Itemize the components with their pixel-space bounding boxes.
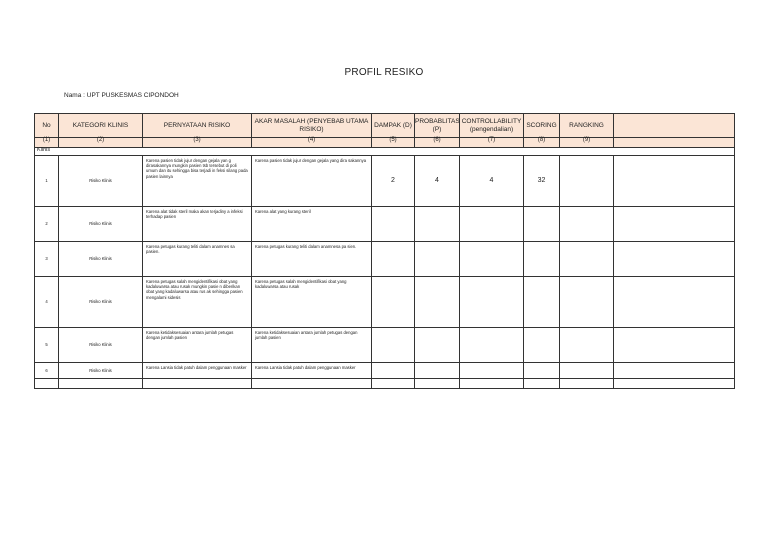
row-dampak (372, 363, 415, 379)
row-controllability (460, 363, 524, 379)
table-row (35, 207, 735, 242)
row-akar-masalah: Karena Lansia tidak patuh dalam penggunaan masker (252, 363, 372, 379)
row-kategori: Risiko Klinis (59, 363, 143, 379)
row-pernyataan: Karena petugas salah mengidentifikasi obat yang kadaluwarsa atau rusak mungkin pasie n diberikan obat yang kadaluwarsa atau rus ak sehingga pasien mengalami sidesis (143, 277, 252, 328)
row-scoring: 32 (524, 156, 560, 207)
row-extra (614, 207, 735, 242)
row-controllability (460, 207, 524, 242)
row-kategori: Risiko Klinis (59, 277, 143, 328)
header-kategori: KATEGORI KLINIS (59, 114, 143, 138)
row-controllability: 4 (460, 156, 524, 207)
colnum-7: (7) (460, 138, 524, 148)
header-probabilitas: PROBABLITAS (P) (415, 114, 460, 138)
column-number-row (35, 138, 735, 148)
blank-cell (143, 379, 252, 389)
row-rangking (560, 277, 614, 328)
colnum-2: (2) (59, 138, 143, 148)
row-controllability (460, 242, 524, 277)
colnum-3: (3) (143, 138, 252, 148)
header-row (35, 114, 735, 138)
row-rangking (560, 242, 614, 277)
colnum-1: (1) (35, 138, 59, 148)
row-no: 3 (35, 242, 59, 277)
row-no: 4 (35, 277, 59, 328)
colnum-4: (4) (252, 138, 372, 148)
row-pernyataan: Karena Lansia tidak patuh dalam penggunaan masker (143, 363, 252, 379)
row-akar-masalah: Karena alat yang kurang steril (252, 207, 372, 242)
row-extra (614, 277, 735, 328)
colnum-5: (5) (372, 138, 415, 148)
row-controllability (460, 328, 524, 363)
row-kategori: Risiko Klinis (59, 156, 143, 207)
document-title: PROFIL RESIKO (344, 67, 424, 78)
row-pernyataan: Karena ketidaksesuaian antara jumlah petugas dengan jumlah pasien (143, 328, 252, 363)
row-dampak (372, 207, 415, 242)
table-row (35, 363, 735, 379)
blank-cell (252, 379, 372, 389)
row-kategori: Risiko Klinis (59, 207, 143, 242)
row-akar-masalah: Karena petugas kurang teliti dalam anamnesa pa sien. (252, 242, 372, 277)
row-dampak (372, 328, 415, 363)
colnum-8: (8) (524, 138, 560, 148)
row-akar-masalah: Karena pasien tidak jujur dengan gejala yang dira sakannya (252, 156, 372, 207)
risk-profile-table (34, 113, 735, 389)
blank-cell (59, 379, 143, 389)
colnum-9: (9) (560, 138, 614, 148)
facility-name: Nama : UPT PUSKESMAS CIPONDOH (64, 92, 179, 99)
header-no: No (35, 114, 59, 138)
header-akar-masalah: AKAR MASALAH (PENYEBAB UTAMA RISIKO) (252, 114, 372, 138)
row-extra (614, 156, 735, 207)
row-extra (614, 242, 735, 277)
row-no: 1 (35, 156, 59, 207)
row-rangking (560, 156, 614, 207)
row-pernyataan: Karena petugas kurang teliti dalam anamnes sa pasien. (143, 242, 252, 277)
blank-row (35, 379, 735, 389)
header-dampak: DAMPAK (D) (372, 114, 415, 138)
table-row (35, 328, 735, 363)
colnum-6: (6) (415, 138, 460, 148)
row-probabilitas (415, 242, 460, 277)
blank-cell (372, 379, 415, 389)
row-rangking (560, 328, 614, 363)
row-pernyataan: Karena alat tidak steril maka akan terjadiny a infeksi terhadap pasien (143, 207, 252, 242)
row-rangking (560, 207, 614, 242)
blank-cell (524, 379, 560, 389)
header-scoring: SCORING (524, 114, 560, 138)
row-akar-masalah: Karena ketidaksesuaian antara jumlah petugas dengan jumlah pasien (252, 328, 372, 363)
row-no: 6 (35, 363, 59, 379)
category-row (35, 148, 735, 156)
row-scoring (524, 328, 560, 363)
row-probabilitas (415, 277, 460, 328)
row-extra (614, 363, 735, 379)
header-controllability: CONTROLLABILITY (pengendalian) (460, 114, 524, 138)
blank-cell (35, 379, 59, 389)
blank-cell (560, 379, 614, 389)
row-dampak (372, 242, 415, 277)
header-pernyataan: PERNYATAAN RISIKO (143, 114, 252, 138)
row-probabilitas: 4 (415, 156, 460, 207)
row-probabilitas (415, 328, 460, 363)
blank-cell (614, 379, 735, 389)
row-probabilitas (415, 207, 460, 242)
header-rangking: RANGKING (560, 114, 614, 138)
row-controllability (460, 277, 524, 328)
blank-cell (415, 379, 460, 389)
row-probabilitas (415, 363, 460, 379)
row-dampak: 2 (372, 156, 415, 207)
row-extra (614, 328, 735, 363)
colnum-10 (614, 138, 735, 148)
table-row (35, 156, 735, 207)
row-rangking (560, 363, 614, 379)
table-row (35, 277, 735, 328)
row-no: 2 (35, 207, 59, 242)
row-scoring (524, 363, 560, 379)
row-kategori: Risiko Klinis (59, 328, 143, 363)
row-akar-masalah: Karena petugas salah mengidentifikasi obat yang kadaluwarsa atau rusak (252, 277, 372, 328)
row-scoring (524, 207, 560, 242)
table-row (35, 242, 735, 277)
header-empty (614, 114, 735, 138)
row-dampak (372, 277, 415, 328)
row-scoring (524, 277, 560, 328)
row-kategori: Risiko Klinis (59, 242, 143, 277)
blank-cell (460, 379, 524, 389)
row-scoring (524, 242, 560, 277)
row-pernyataan: Karena pasien tidak jujur dengan gejala yan g dirasakannya mungkin pasien tsb tersebut di poli umum dan itu sehingga bisa terjadi in feksi silang pada pasien lainnya (143, 156, 252, 207)
row-no: 5 (35, 328, 59, 363)
category-label: Klinis (35, 148, 735, 156)
